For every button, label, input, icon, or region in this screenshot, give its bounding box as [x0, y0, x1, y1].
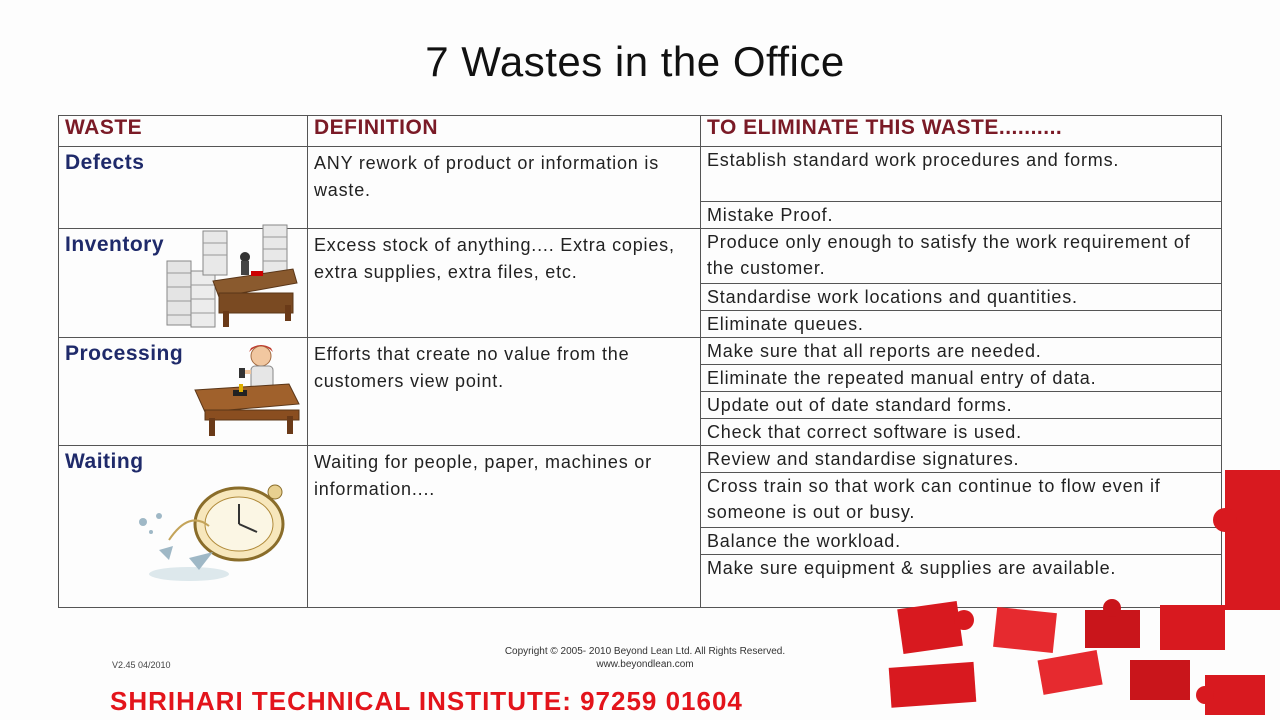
waste-name: Processing: [65, 342, 184, 365]
definition-cell: [308, 338, 701, 446]
eliminate-item: Establish standard work procedures and forms.: [701, 147, 1221, 202]
institute-banner: SHRIHARI TECHNICAL INSTITUTE: 97259 01604: [110, 686, 743, 716]
definition-text: Efforts that create no value from the customers view point.: [314, 344, 630, 391]
table-row: [59, 229, 1222, 338]
table-row: [59, 338, 1222, 446]
eliminate-cell: [701, 338, 1222, 446]
definition-text: Waiting for people, paper, machines or information....: [314, 452, 652, 499]
table-row: [59, 147, 1222, 229]
eliminate-item: Make sure that all reports are needed.: [701, 338, 1221, 365]
eliminate-item: Cross train so that work can continue to flow even if someone is out or busy.: [701, 473, 1221, 528]
office-worker-desk-illustration: [193, 340, 303, 440]
table-header-row: [59, 116, 1222, 147]
definition-text: Excess stock of anything.... Extra copies, extra supplies, extra files, etc.: [314, 235, 675, 282]
eliminate-item: Check that correct software is used.: [707, 422, 1022, 442]
copyright-line: Copyright © 2005- 2010 Beyond Lean Ltd. All Rights Reserved.: [504, 646, 786, 657]
eliminate-item: Eliminate queues.: [707, 314, 864, 334]
header-eliminate: TO ELIMINATE THIS WASTE..........: [701, 116, 1222, 147]
waste-name: Waiting: [65, 450, 144, 473]
eliminate-item: Balance the workload.: [701, 528, 1221, 555]
version-label: V2.45 04/2010: [112, 660, 171, 670]
copyright-notice: [410, 645, 880, 671]
header-definition: DEFINITION: [308, 116, 701, 147]
broken-clock-illustration: [129, 470, 299, 590]
waste-cell: [59, 338, 308, 446]
website-line: www.beyondlean.com: [596, 659, 694, 670]
waste-name: Inventory: [65, 233, 165, 256]
definition-text: ANY rework of product or information is waste.: [314, 153, 659, 200]
definition-cell: [308, 446, 701, 608]
eliminate-item: Standardise work locations and quantities.: [701, 284, 1221, 311]
slide-title: 7 Wastes in the Office: [425, 38, 845, 85]
eliminate-item: Update out of date standard forms.: [701, 392, 1221, 419]
waste-cell: [59, 229, 308, 338]
definition-cell: [308, 147, 701, 229]
eliminate-item: Produce only enough to satisfy the work requirement of the customer.: [701, 229, 1221, 284]
waste-name: Defects: [65, 151, 145, 174]
eliminate-item: Review and standardise signatures.: [701, 446, 1221, 473]
eliminate-cell: [701, 229, 1222, 338]
definition-cell: [308, 229, 701, 338]
eliminate-cell: [701, 147, 1222, 229]
eliminate-item: Mistake Proof.: [707, 205, 834, 225]
eliminate-item: Make sure equipment & supplies are available.: [707, 558, 1117, 578]
waste-cell: [59, 446, 308, 608]
header-waste: WASTE: [59, 116, 308, 147]
paper-stacks-desk-illustration: [163, 221, 303, 333]
puzzle-pieces-decoration: [880, 470, 1280, 720]
waste-cell: [59, 147, 308, 229]
eliminate-item: Eliminate the repeated manual entry of data.: [701, 365, 1221, 392]
